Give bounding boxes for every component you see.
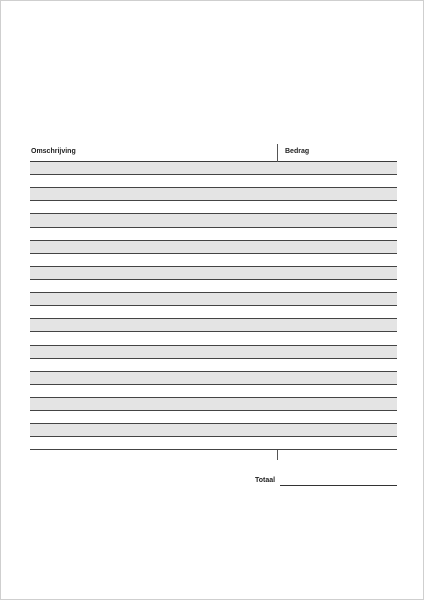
table-header [30, 144, 397, 162]
table-row[interactable] [30, 254, 397, 267]
column-header-description: Omschrijving [31, 148, 76, 155]
table-row[interactable] [30, 280, 397, 293]
table-row[interactable] [30, 411, 397, 424]
table-row[interactable] [30, 437, 397, 450]
table-row[interactable] [30, 372, 397, 385]
table-row[interactable] [30, 201, 397, 214]
table-row[interactable] [30, 385, 397, 398]
total-line[interactable] [280, 485, 397, 486]
table-row[interactable] [30, 214, 397, 227]
table-row[interactable] [30, 398, 397, 411]
table-rows [30, 162, 397, 450]
column-header-amount: Bedrag [285, 148, 310, 155]
table-row[interactable] [30, 175, 397, 188]
total-label: Totaal [255, 477, 276, 484]
total-section [255, 477, 398, 487]
table-row[interactable] [30, 424, 397, 437]
table-row[interactable] [30, 293, 397, 306]
table-row[interactable] [30, 267, 397, 280]
expense-table [30, 144, 397, 450]
table-row[interactable] [30, 228, 397, 241]
table-row[interactable] [30, 319, 397, 332]
table-row[interactable] [30, 346, 397, 359]
table-row[interactable] [30, 359, 397, 372]
table-row[interactable] [30, 332, 397, 345]
table-row[interactable] [30, 306, 397, 319]
table-row[interactable] [30, 188, 397, 201]
table-row[interactable] [30, 162, 397, 175]
table-row[interactable] [30, 241, 397, 254]
